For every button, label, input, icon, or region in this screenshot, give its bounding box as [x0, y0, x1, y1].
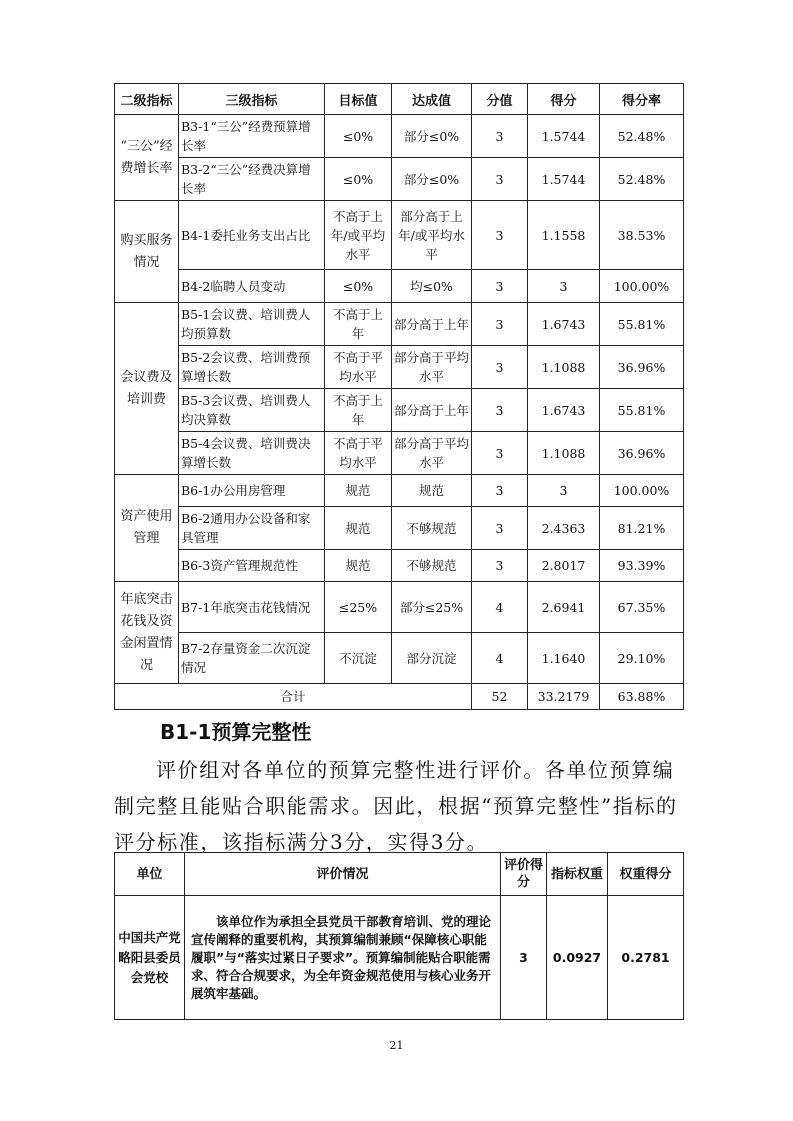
- header-rate: 得分率: [600, 84, 684, 115]
- indicator-cell: B6-3资产管理规范性: [179, 550, 325, 582]
- unit-evaluation-table: [114, 852, 684, 1020]
- score-cell: 2.6941: [528, 582, 600, 633]
- table-header-row: [115, 853, 684, 896]
- achieved-cell: 部分≤25%: [392, 582, 472, 633]
- score-cell: 2.4363: [528, 507, 600, 550]
- table-row: [115, 389, 684, 432]
- rate-cell: 81.21%: [600, 507, 684, 550]
- score-cell: 1.5744: [528, 158, 600, 201]
- achieved-cell: 均≤0%: [392, 270, 472, 303]
- header-weight: 指标权重: [547, 853, 608, 896]
- group-label: “三公”经费增长率: [115, 115, 179, 201]
- table-row: [115, 270, 684, 303]
- table-row: [115, 582, 684, 633]
- indicator-score-table: [114, 83, 684, 710]
- total-row: [115, 684, 684, 710]
- page-number: 21: [389, 1039, 404, 1052]
- achieved-cell: 部分高于上年: [392, 303, 472, 346]
- header-level2: 二级指标: [115, 84, 179, 115]
- evaluation-cell: 该单位作为承担全县党员干部教育培训、党的理论宣传阐释的重要机构，其预算编制兼顾“保障核心职能履职”与“落实过紧日子要求”。预算编制能贴合职能需求、符合合规要求，为全年资金规范使用与核心业务开展筑牢基础。: [185, 896, 501, 1020]
- table-row: [115, 201, 684, 270]
- target-cell: 规范: [325, 550, 392, 582]
- achieved-cell: 不够规范: [392, 550, 472, 582]
- points-cell: 3: [472, 550, 528, 582]
- indicator-cell: B4-2临聘人员变动: [179, 270, 325, 303]
- indicator-cell: B7-2存量资金二次沉淀情况: [179, 633, 325, 684]
- indicator-cell: B5-2会议费、培训费预算增长数: [179, 346, 325, 389]
- table-row: [115, 633, 684, 684]
- rate-cell: 38.53%: [600, 201, 684, 270]
- indicator-cell: B4-1委托业务支出占比: [179, 201, 325, 270]
- target-cell: 不沉淀: [325, 633, 392, 684]
- score-cell: 1.6743: [528, 303, 600, 346]
- rate-cell: 29.10%: [600, 633, 684, 684]
- achieved-cell: 部分≤0%: [392, 115, 472, 158]
- points-cell: 3: [472, 158, 528, 201]
- score-cell: 3: [528, 270, 600, 303]
- rate-cell: 36.96%: [600, 432, 684, 475]
- score-cell: 1.1088: [528, 346, 600, 389]
- target-cell: 不高于平均水平: [325, 432, 392, 475]
- target-cell: 规范: [325, 507, 392, 550]
- points-cell: 3: [472, 475, 528, 507]
- rate-cell: 100.00%: [600, 475, 684, 507]
- points-cell: 3: [472, 346, 528, 389]
- group-label: 资产使用管理: [115, 475, 179, 582]
- target-cell: ≤0%: [325, 158, 392, 201]
- weight-cell: 0.0927: [547, 896, 608, 1020]
- group-label: 会议费及培训费: [115, 303, 179, 475]
- total-points: 52: [472, 684, 528, 710]
- rate-cell: 55.81%: [600, 389, 684, 432]
- rate-cell: 52.48%: [600, 115, 684, 158]
- points-cell: 3: [472, 201, 528, 270]
- points-cell: 4: [472, 582, 528, 633]
- rate-cell: 93.39%: [600, 550, 684, 582]
- header-unit: 单位: [115, 853, 185, 896]
- header-score: 得分: [528, 84, 600, 115]
- achieved-cell: 部分高于平均水平: [392, 346, 472, 389]
- table-row: [115, 507, 684, 550]
- target-cell: 规范: [325, 475, 392, 507]
- points-cell: 3: [472, 507, 528, 550]
- header-eval-score: 评价得分: [501, 853, 547, 896]
- header-level3: 三级指标: [179, 84, 325, 115]
- table-row: [115, 115, 684, 158]
- points-cell: 3: [472, 303, 528, 346]
- target-cell: 不高于平均水平: [325, 346, 392, 389]
- target-cell: ≤0%: [325, 270, 392, 303]
- score-cell: 2.8017: [528, 550, 600, 582]
- total-label: 合计: [115, 684, 472, 710]
- achieved-cell: 规范: [392, 475, 472, 507]
- total-rate: 63.88%: [600, 684, 684, 710]
- points-cell: 3: [472, 115, 528, 158]
- paragraph-text: 评价组对各单位的预算完整性进行评价。各单位预算编制完整且能贴合职能需求。因此，根据“预算完整性”指标的评分标准，该指标满分3分，实得3分。: [114, 758, 678, 854]
- target-cell: 不高于上年: [325, 303, 392, 346]
- achieved-cell: 部分高于平均水平: [392, 432, 472, 475]
- eval-score-cell: 3: [501, 896, 547, 1020]
- indicator-cell: B6-1办公用房管理: [179, 475, 325, 507]
- indicator-cell: B7-1年底突击花钱情况: [179, 582, 325, 633]
- target-cell: ≤0%: [325, 115, 392, 158]
- unit-cell: 中国共产党略阳县委员会党校: [115, 896, 185, 1020]
- rate-cell: 52.48%: [600, 158, 684, 201]
- achieved-cell: 部分≤0%: [392, 158, 472, 201]
- indicator-cell: B3-2“三公”经费决算增长率: [179, 158, 325, 201]
- rate-cell: 36.96%: [600, 346, 684, 389]
- table-row: [115, 346, 684, 389]
- group-label: 购买服务情况: [115, 201, 179, 303]
- indicator-cell: B3-1“三公”经费预算增长率: [179, 115, 325, 158]
- table-row: [115, 550, 684, 582]
- points-cell: 3: [472, 270, 528, 303]
- target-cell: 不高于上年/或平均水平: [325, 201, 392, 270]
- indicator-cell: B5-3会议费、培训费人均决算数: [179, 389, 325, 432]
- indicator-cell: B5-1会议费、培训费人均预算数: [179, 303, 325, 346]
- header-weighted-score: 权重得分: [608, 853, 684, 896]
- table-row: [115, 303, 684, 346]
- rate-cell: 67.35%: [600, 582, 684, 633]
- group-label: 年底突击花钱及资金闲置情况: [115, 582, 179, 684]
- header-achieved: 达成值: [392, 84, 472, 115]
- section-heading: B1-1预算完整性: [160, 720, 312, 744]
- section-paragraph: [114, 752, 686, 860]
- rate-cell: 55.81%: [600, 303, 684, 346]
- table-row: [115, 432, 684, 475]
- score-cell: 1.1558: [528, 201, 600, 270]
- points-cell: 3: [472, 389, 528, 432]
- table-header-row: [115, 84, 684, 115]
- points-cell: 3: [472, 432, 528, 475]
- table-row: [115, 896, 684, 1020]
- header-evaluation: 评价情况: [185, 853, 501, 896]
- table-row: [115, 475, 684, 507]
- indicator-cell: B5-4会议费、培训费决算增长数: [179, 432, 325, 475]
- score-cell: 1.1088: [528, 432, 600, 475]
- achieved-cell: 部分沉淀: [392, 633, 472, 684]
- header-points: 分值: [472, 84, 528, 115]
- rate-cell: 100.00%: [600, 270, 684, 303]
- score-cell: 3: [528, 475, 600, 507]
- target-cell: 不高于上年: [325, 389, 392, 432]
- indicator-cell: B6-2通用办公设备和家具管理: [179, 507, 325, 550]
- points-cell: 4: [472, 633, 528, 684]
- weighted-score-cell: 0.2781: [608, 896, 684, 1020]
- header-target: 目标值: [325, 84, 392, 115]
- achieved-cell: 不够规范: [392, 507, 472, 550]
- achieved-cell: 部分高于上年: [392, 389, 472, 432]
- target-cell: ≤25%: [325, 582, 392, 633]
- score-cell: 1.5744: [528, 115, 600, 158]
- achieved-cell: 部分高于上年/或平均水平: [392, 201, 472, 270]
- total-score: 33.2179: [528, 684, 600, 710]
- score-cell: 1.6743: [528, 389, 600, 432]
- score-cell: 1.1640: [528, 633, 600, 684]
- table-row: [115, 158, 684, 201]
